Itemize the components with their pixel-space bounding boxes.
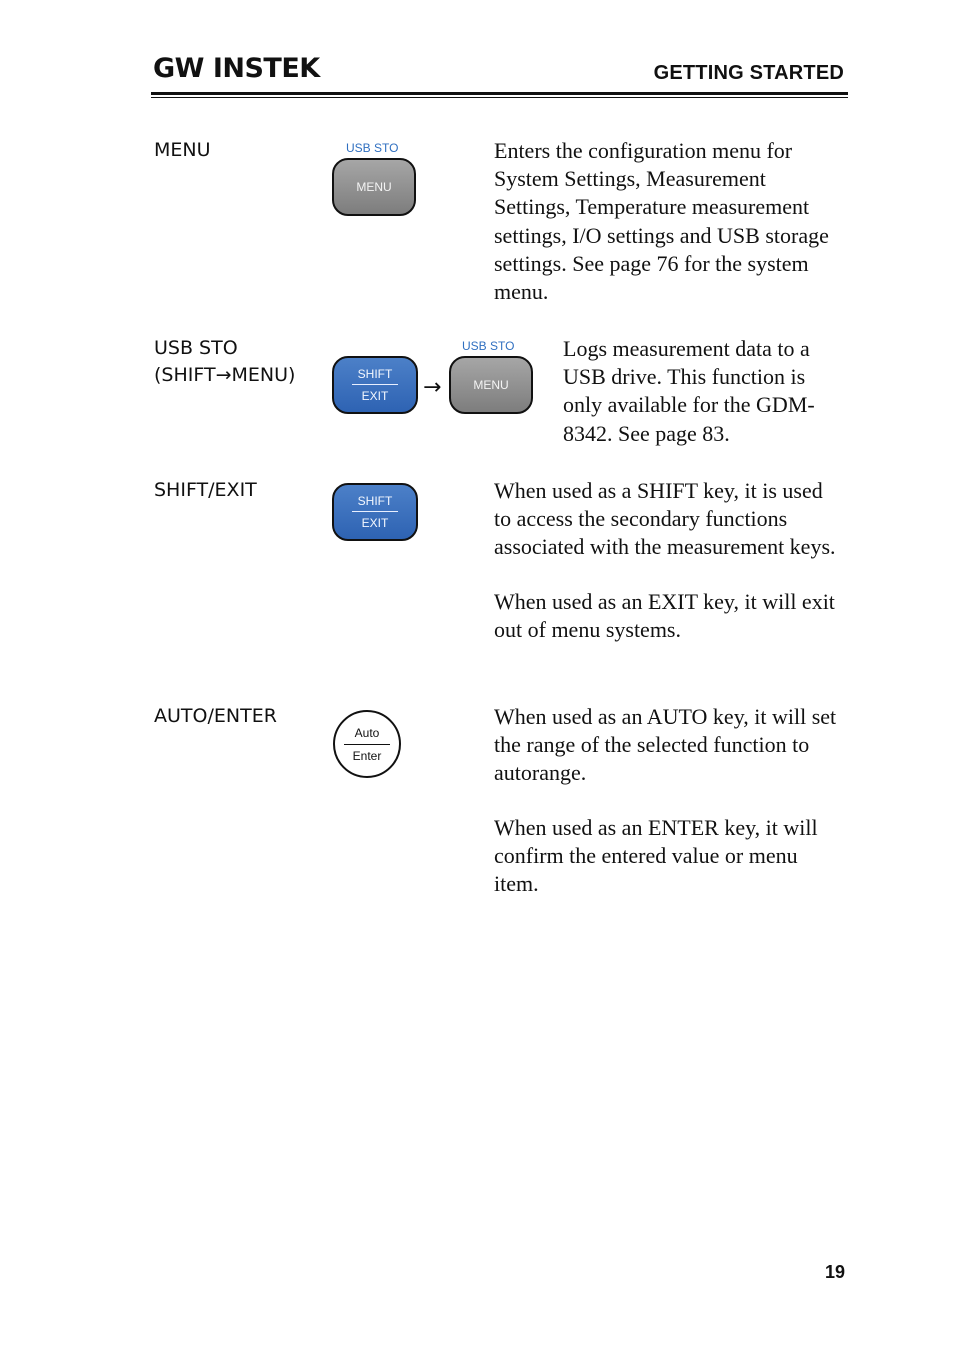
shift-exit-key [332, 483, 418, 541]
menu-key [332, 158, 416, 216]
menu-key [449, 356, 533, 414]
arrow-right-icon: → [423, 375, 442, 400]
entry-label-shift-exit: SHIFT/EXIT [154, 479, 257, 501]
entry-description-shift-exit [494, 477, 844, 644]
auto-key-top-label: Auto [344, 726, 390, 745]
description-paragraph: When used as an ENTER key, it will confirm the entered value or menu item. [494, 814, 818, 897]
entry-label-line: USB STO [154, 337, 238, 359]
description-paragraph: Enters the configuration menu for System Settings, Measurement Settings, Temperature measurement settings, I/O settings and USB storage settings. See page 76 for the system menu. [494, 138, 829, 305]
description-paragraph: When used as a SHIFT key, it is used to access the secondary functions associated with the measurement keys. [494, 478, 836, 560]
shift-key-top-label: SHIFT [352, 367, 398, 385]
menu-key-top-label: USB STO [462, 339, 515, 353]
description-paragraph: When used as an AUTO key, it will set the range of the selected function to autorange. [494, 704, 837, 786]
page-number: 19 [824, 1262, 845, 1282]
header-rule-thin [151, 97, 848, 98]
header-rule-thick [151, 92, 848, 95]
menu-key-top-label: USB STO [346, 141, 399, 155]
menu-key-face-label: MENU [356, 180, 392, 194]
entry-label-menu: MENU [154, 139, 211, 161]
menu-key-face-label: MENU [473, 378, 509, 392]
entry-description-auto-enter [494, 703, 844, 898]
entry-label-auto-enter: AUTO/ENTER [154, 705, 277, 727]
enter-key-bottom-label: Enter [352, 748, 382, 763]
entry-description-usb-sto [563, 335, 843, 448]
shift-key-bottom-label: EXIT [361, 389, 389, 403]
entry-label-usb-sto [154, 335, 295, 389]
brand-logo: GW INSTEK [153, 53, 320, 84]
entry-description-menu [494, 137, 844, 306]
shift-key-bottom-label: EXIT [361, 516, 389, 530]
section-title: GETTING STARTED [653, 62, 844, 84]
description-paragraph: Logs measurement data to a USB drive. This function is only available for the GDM-8342. See page 83. [563, 336, 815, 446]
auto-enter-key [333, 710, 401, 778]
description-paragraph: When used as an EXIT key, it will exit out of menu systems. [494, 588, 835, 642]
shift-key-top-label: SHIFT [352, 494, 398, 512]
entry-label-line: (SHIFT→MENU) [154, 364, 296, 386]
shift-exit-key [332, 356, 418, 414]
